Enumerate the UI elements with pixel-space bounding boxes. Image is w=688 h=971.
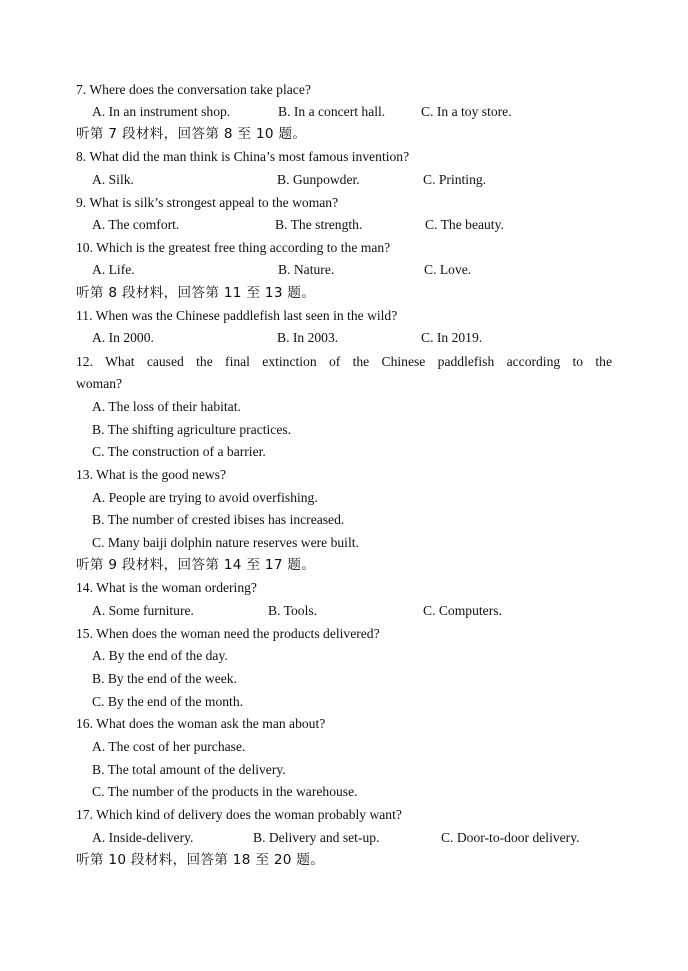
option-11c: C. In 2019.: [421, 330, 483, 345]
option-15b: B. By the end of the week.: [92, 671, 237, 686]
option-9a: A. The comfort.: [92, 217, 180, 232]
question-10: 10. Which is the greatest free thing according to the man?: [76, 240, 391, 255]
option-8a: A. Silk.: [92, 172, 134, 187]
option-17a: A. Inside-delivery.: [92, 830, 194, 845]
question-11: 11. When was the Chinese paddlefish last seen in the wild?: [76, 308, 398, 323]
option-16a: A. The cost of her purchase.: [92, 739, 246, 754]
option-13a: A. People are trying to avoid overfishing.: [92, 490, 318, 505]
section-header-10: 听第 10 段材料，回答第 18 至 20 题。: [76, 852, 325, 868]
option-11a: A. In 2000.: [92, 330, 154, 345]
question-12: 12. What caused the final extinction of the Chinese paddlefish according to the: [76, 354, 612, 369]
option-12c: C. The construction of a barrier.: [92, 444, 266, 459]
question-14: 14. What is the woman ordering?: [76, 580, 257, 595]
option-17b: B. Delivery and set-up.: [253, 830, 380, 845]
option-14b: B. Tools.: [268, 603, 318, 618]
option-8c: C. Printing.: [423, 172, 487, 187]
question-17: 17. Which kind of delivery does the woman probably want?: [76, 807, 402, 822]
section-header-8: 听第 8 段材料，回答第 11 至 13 题。: [76, 285, 316, 301]
question-16: 16. What does the woman ask the man about?: [76, 716, 326, 731]
option-16b: B. The total amount of the delivery.: [92, 762, 286, 777]
option-15c: C. By the end of the month.: [92, 694, 244, 709]
option-8b: B. Gunpowder.: [277, 172, 360, 187]
option-12a: A. The loss of their habitat.: [92, 399, 241, 414]
option-9b: B. The strength.: [275, 217, 363, 232]
question-7: 7. Where does the conversation take place?: [76, 82, 311, 97]
option-9c: C. The beauty.: [425, 217, 504, 232]
option-10b: B. Nature.: [278, 262, 335, 277]
section-header-7: 听第 7 段材料，回答第 8 至 10 题。: [76, 126, 307, 142]
option-13b: B. The number of crested ibises has increased.: [92, 512, 345, 527]
option-7c: C. In a toy store.: [421, 104, 512, 119]
option-7b: B. In a concert hall.: [278, 104, 386, 119]
question-9: 9. What is silk’s strongest appeal to the woman?: [76, 195, 339, 210]
option-13c: C. Many baiji dolphin nature reserves were built.: [92, 535, 359, 550]
option-16c: C. The number of the products in the warehouse.: [92, 784, 358, 799]
option-14a: A. Some furniture.: [92, 603, 194, 618]
option-7a: A. In an instrument shop.: [92, 104, 231, 119]
section-header-9: 听第 9 段材料，回答第 14 至 17 题。: [76, 557, 316, 573]
question-15: 15. When does the woman need the products delivered?: [76, 626, 380, 641]
question-12-cont: woman?: [76, 376, 123, 391]
option-15a: A. By the end of the day.: [92, 648, 228, 663]
option-17c: C. Door-to-door delivery.: [441, 830, 580, 845]
option-10c: C. Love.: [424, 262, 472, 277]
question-13: 13. What is the good news?: [76, 467, 227, 482]
option-12b: B. The shifting agriculture practices.: [92, 422, 292, 437]
question-8: 8. What did the man think is China’s most famous invention?: [76, 149, 410, 164]
option-14c: C. Computers.: [423, 603, 502, 618]
option-11b: B. In 2003.: [277, 330, 339, 345]
option-10a: A. Life.: [92, 262, 135, 277]
